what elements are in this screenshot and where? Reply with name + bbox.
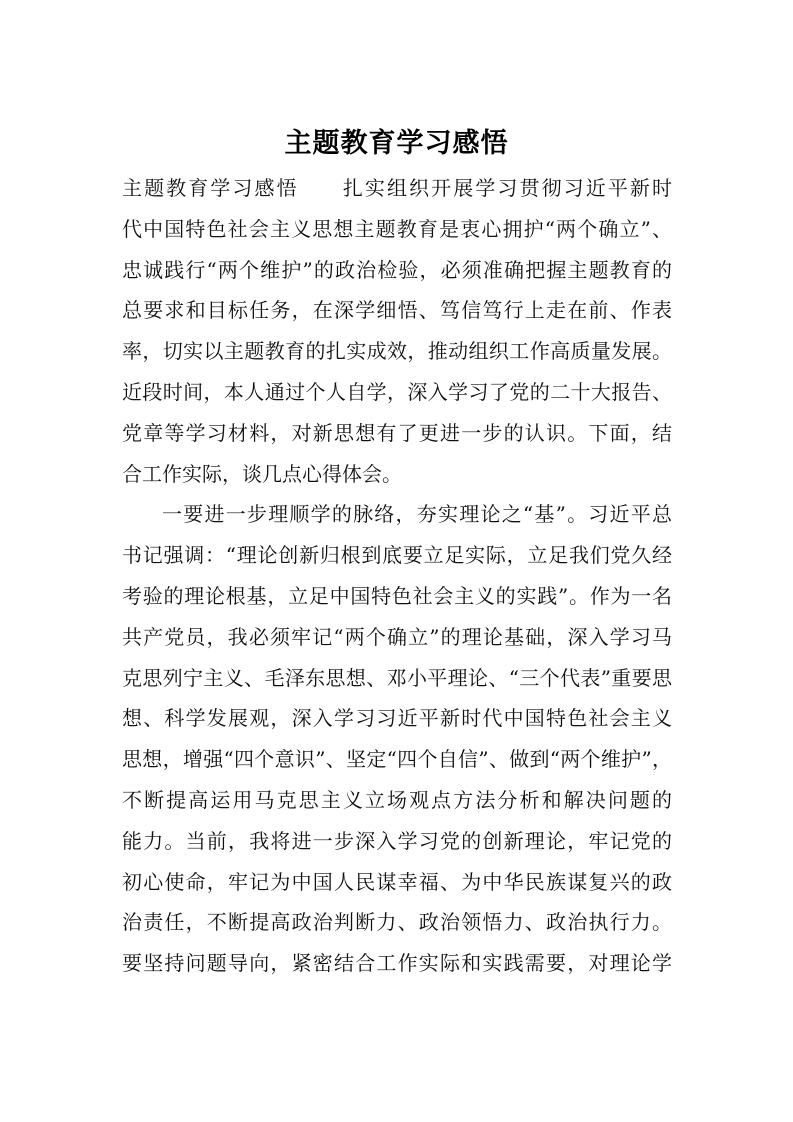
- body-line: 克思列宁主义、毛泽东思想、邓小平理论、“三个代表”重要思: [122, 665, 672, 690]
- body-line: 忠诚践行“两个维护”的政治检验，必须准确把握主题教育的: [122, 257, 672, 282]
- body-line: 率，切实以主题教育的扎实成效，推动组织工作高质量发展。: [122, 339, 672, 364]
- body-line: 不断提高运用马克思主义立场观点方法分析和解决问题的: [122, 787, 672, 812]
- body-line: 想、科学发展观，深入学习习近平新时代中国特色社会主义: [122, 706, 672, 731]
- body-line: 治责任，不断提高政治判断力、政治领悟力、政治执行力。: [122, 910, 672, 935]
- body-line: 总要求和目标任务，在深学细悟、笃信笃行上走在前、作表: [122, 298, 672, 323]
- body-line: 近段时间，本人通过个人自学，深入学习了党的二十大报告、: [122, 379, 672, 404]
- body-line: 思想，增强“四个意识”、坚定“四个自信”、做到“两个维护”，: [122, 747, 672, 772]
- body-line: 考验的理论根基，立足中国特色社会主义的实践”。作为一名: [122, 583, 672, 608]
- body-line: 能力。当前，我将进一步深入学习党的创新理论，牢记党的: [122, 828, 672, 853]
- body-line: 书记强调：“理论创新归根到底要立足实际，立足我们党久经: [122, 543, 672, 568]
- body-line: 党章等学习材料，对新思想有了更进一步的认识。下面，结: [122, 420, 672, 445]
- body-line: 要坚持问题导向，紧密结合工作实际和实践需要，对理论学: [122, 951, 672, 976]
- body-line: 代中国特色社会主义思想主题教育是衷心拥护“两个确立”、: [122, 216, 672, 241]
- document-body: [122, 168, 672, 984]
- document-title: 主题教育学习感悟: [284, 128, 509, 159]
- body-line: 一要进一步理顺学的脉络，夯实理论之“基”。习近平总: [162, 502, 672, 527]
- body-line: 主题教育学习感悟 扎实组织开展学习贯彻习近平新时: [122, 176, 672, 200]
- body-line: 共产党员，我必须牢记“两个确立”的理论基础，深入学习马: [122, 624, 672, 649]
- body-line: 初心使命，牢记为中国人民谋幸福、为中华民族谋复兴的政: [122, 869, 672, 894]
- body-line: 合工作实际，谈几点心得体会。: [122, 461, 402, 486]
